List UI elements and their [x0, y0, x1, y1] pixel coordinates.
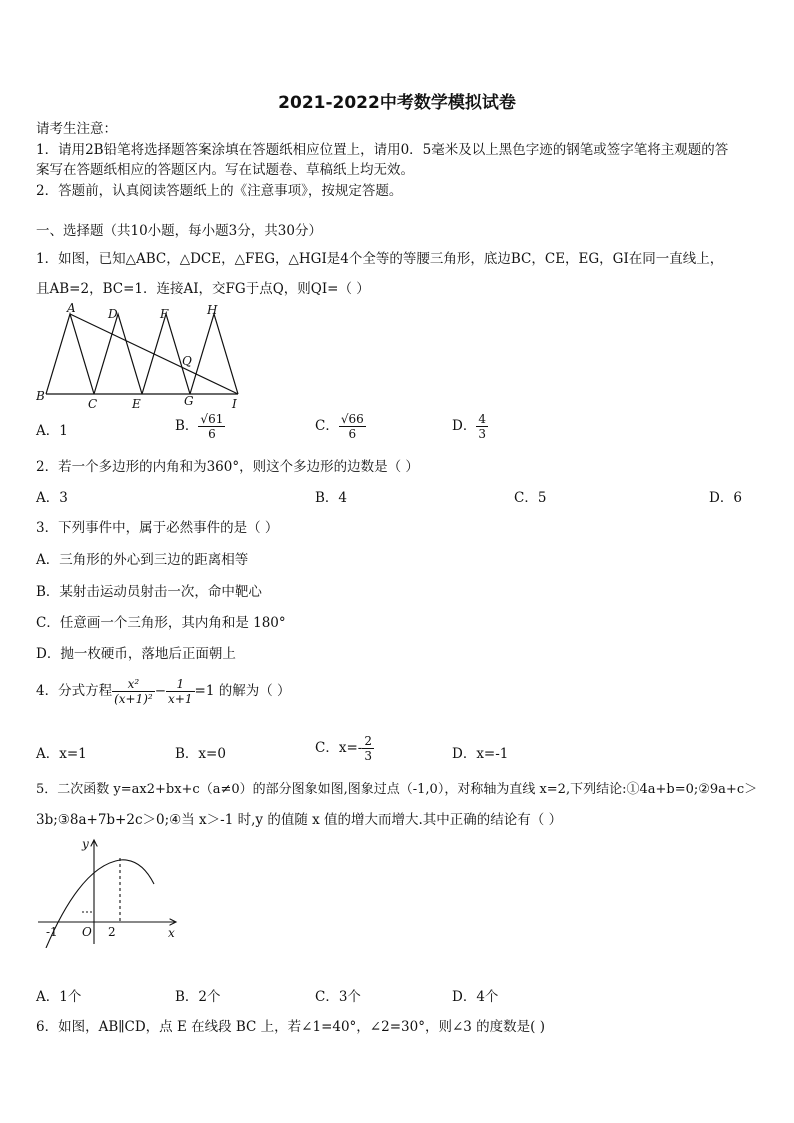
q1-option-c-num: √66 [340, 412, 364, 426]
q4-frac1-num: x² [112, 677, 155, 692]
q6-stem: 6．如图，AB∥CD，点 E 在线段 BC 上，若∠1=40°，∠2=30°，则∠3 的度数是( ) [36, 1019, 545, 1035]
q1-option-a: A．1 [36, 423, 68, 439]
q2-stem: 2．若一个多边形的内角和为360°，则这个多边形的边数是（ ） [36, 459, 419, 475]
label-a: A [67, 302, 76, 315]
tick-neg1: -1 [46, 925, 58, 939]
q1-option-c-prefix: C． [315, 418, 339, 434]
q4-option-c [315, 734, 374, 763]
q4-option-c-num: 2 [364, 734, 372, 748]
q1-option-c-den: 6 [348, 427, 357, 441]
q1-triangles-figure [36, 302, 244, 410]
q1-option-d-den: 3 [478, 427, 486, 441]
parabola-curve [46, 860, 154, 948]
q3-option-a: A．三角形的外心到三边的距离相等 [36, 552, 249, 568]
label-h: H [207, 303, 218, 317]
label-c: C [88, 397, 98, 410]
q4-frac2-den: x+1 [168, 692, 193, 706]
q4-minus: − [154, 683, 167, 699]
label-b: B [36, 389, 45, 403]
q1-option-b-num: √61 [200, 412, 224, 426]
q1-option-d [452, 412, 488, 441]
q5-option-b: B．2个 [175, 989, 221, 1005]
y-axis-label: y [82, 837, 89, 851]
q4-option-b: B．x=0 [175, 746, 226, 762]
q2-option-d: D．6 [709, 490, 742, 506]
segment-ai [70, 314, 238, 394]
label-i: I [232, 397, 237, 410]
notice-heading: 请考生注意： [36, 121, 117, 137]
label-q: Q [182, 354, 192, 368]
tick-2: 2 [108, 925, 116, 939]
notice-line2: 2．答题前，认真阅读答题纸上的《注意事项》，按规定答题。 [36, 183, 403, 199]
label-d: D [108, 307, 118, 321]
q5-option-a: A．1个 [36, 989, 82, 1005]
q3-option-c: C．任意画一个三角形，其内角和是 180° [36, 615, 286, 631]
notice-line1a: 1．请用2B铅笔将选择题答案涂填在答题纸相应位置上，请用0．5毫米及以上黑色字迹的钢笔或签字笔将主观题的答 [36, 142, 729, 158]
q5-stem-line1: 5．二次函数 y=ax2+bx+c（a≠0）的部分图象如图,图象过点（-1,0），对称轴为直线 x=2,下列结论:①4a+b=0;②9a+c＞ [36, 782, 758, 797]
q2-option-a: A．3 [36, 490, 68, 506]
q4-frac1-den: (x+1)² [114, 692, 153, 706]
origin-label: O [82, 925, 92, 939]
q1-option-c [315, 412, 366, 441]
q1-option-b [175, 412, 225, 441]
q5-option-d: D．4个 [452, 989, 499, 1005]
q3-option-d: D．抛一枚硬币，落地后正面朝上 [36, 646, 236, 662]
q4-option-a: A．x=1 [36, 746, 87, 762]
q2-option-c: C．5 [514, 490, 547, 506]
q3-stem: 3．下列事件中，属于必然事件的是（ ） [36, 520, 279, 536]
q4-stem [36, 677, 291, 706]
notice-line1b: 案写在答题纸相应的答题区内。写在试题卷、草稿纸上均无效。 [36, 162, 414, 178]
x-axis-label: x [168, 926, 175, 940]
triangle-dce [94, 314, 142, 394]
q1-option-d-num: 4 [478, 412, 486, 426]
q1-stem-line2: 且AB=2，BC=1．连接AI，交FG于点Q，则QI=（ ） [36, 281, 370, 297]
label-f: F [160, 307, 169, 321]
q1-option-b-prefix: B． [175, 418, 199, 434]
q5-option-c: C．3个 [315, 989, 361, 1005]
section-heading: 一、选择题（共10小题，每小题3分，共30分） [36, 223, 322, 239]
q4-suffix: =1 的解为（ ） [194, 683, 291, 699]
triangle-abc [46, 314, 94, 394]
q3-option-b: B．某射击运动员射击一次，命中靶心 [36, 584, 262, 600]
q4-option-d: D．x=-1 [452, 746, 509, 762]
q4-option-c-prefix: C．x=- [315, 740, 363, 756]
q4-prefix: 4．分式方程 [36, 683, 113, 699]
label-g: G [184, 394, 194, 408]
q2-option-b: B．4 [315, 490, 348, 506]
q1-option-b-den: 6 [208, 427, 216, 441]
q4-frac2-num: 1 [166, 677, 194, 692]
page-title: 2021-2022中考数学模拟试卷 [278, 93, 516, 113]
q1-stem-line1: 1．如图，已知△ABC，△DCE，△FEG，△HGI是4个全等的等腰三角形，底边BC，CE，EG，GI在同一直线上， [36, 251, 724, 267]
q1-option-d-prefix: D． [452, 418, 477, 434]
label-e: E [132, 397, 141, 410]
q5-stem-line2: 3b;③8a+7b+2c＞0;④当 x＞-1 时,y 的值随 x 值的增大而增大.其中正确的结论有（ ） [36, 812, 563, 828]
q5-parabola-graph [36, 836, 186, 948]
q4-option-c-den: 3 [364, 749, 372, 763]
